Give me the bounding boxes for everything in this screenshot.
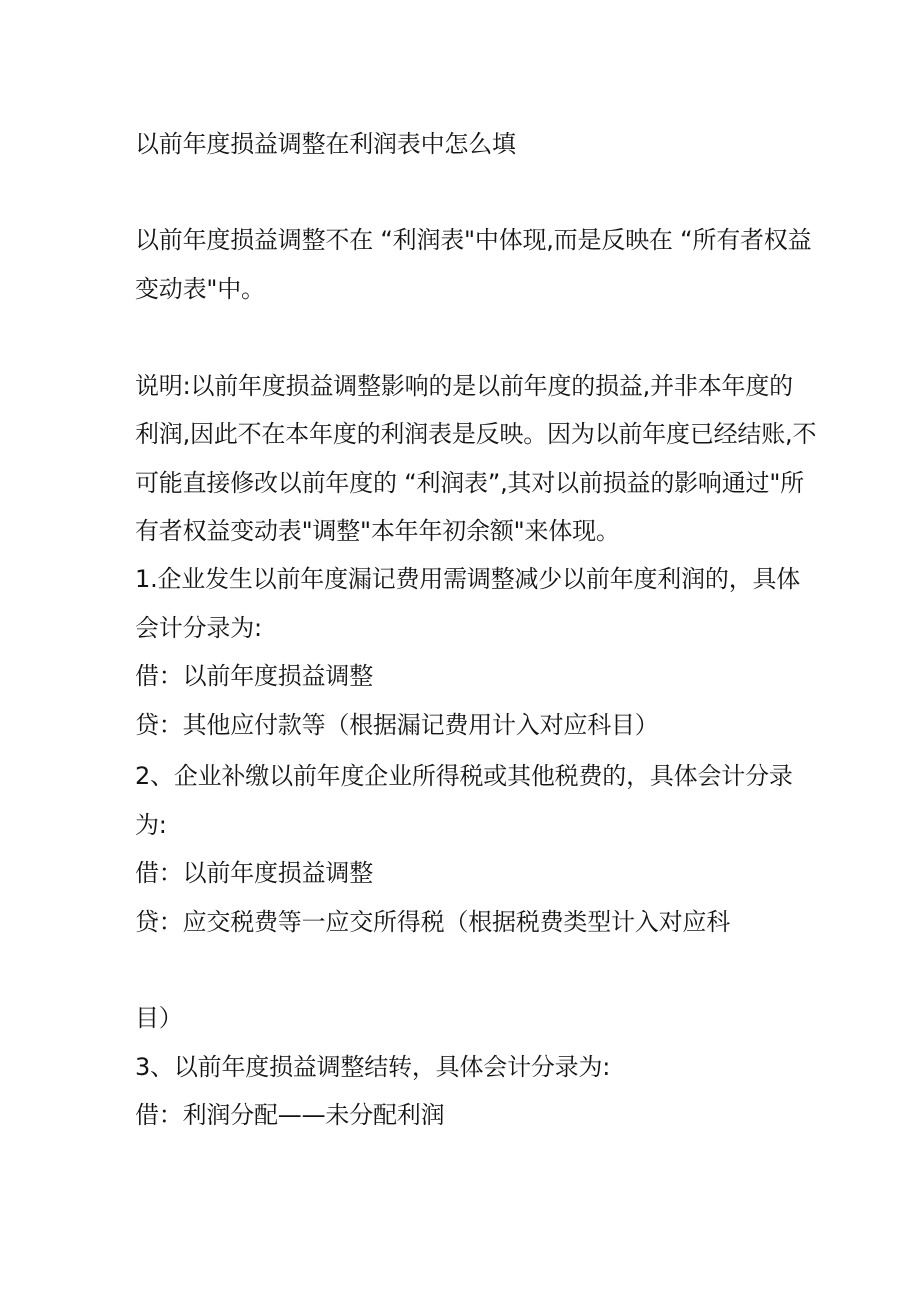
intro-line-2: 变动表"中。 (135, 275, 265, 303)
item2-credit-line-1: 贷：应交税费等一应交所得税（根据税费类型计入对应科 (135, 908, 730, 936)
item1-heading-line-2: 会计分录为: (135, 614, 262, 642)
item2-heading-line-1: 2、企业补缴以前年度企业所得税或其他税费的，具体会计分录 (135, 762, 793, 790)
item2-heading-line-2: 为: (135, 811, 167, 839)
item1-debit: 借：以前年度损益调整 (135, 662, 373, 690)
item2-credit-line-2: 目） (135, 1004, 183, 1032)
item2-debit: 借：以前年度损益调整 (135, 859, 373, 887)
item1-credit: 贷：其他应付款等（根据漏记费用计入对应科目） (135, 711, 659, 739)
explanation-line-2: 利润,因此不在本年度的利润表是反映。因为以前年度已经结账,不 (135, 420, 817, 448)
item3-debit: 借：利润分配——未分配利润 (135, 1101, 445, 1129)
explanation-line-4: 有者权益变动表"调整"本年年初余额"来体现。 (135, 517, 620, 545)
item3-heading: 3、以前年度损益调整结转，具体会计分录为: (135, 1053, 611, 1081)
document-title: 以前年度损益调整在利润表中怎么填 (135, 130, 516, 158)
item1-heading-line-1: 1.企业发生以前年度漏记费用需调整减少以前年度利润的，具体 (135, 565, 801, 593)
explanation-line-3: 可能直接修改以前年度的 “利润表”,其对以前损益的影响通过"所 (135, 469, 804, 497)
intro-line-1: 以前年度损益调整不在 “利润表"中体现,而是反映在 “所有者权益 (135, 226, 812, 254)
explanation-line-1: 说明:以前年度损益调整影响的是以前年度的损益,并非本年度的 (135, 372, 793, 400)
